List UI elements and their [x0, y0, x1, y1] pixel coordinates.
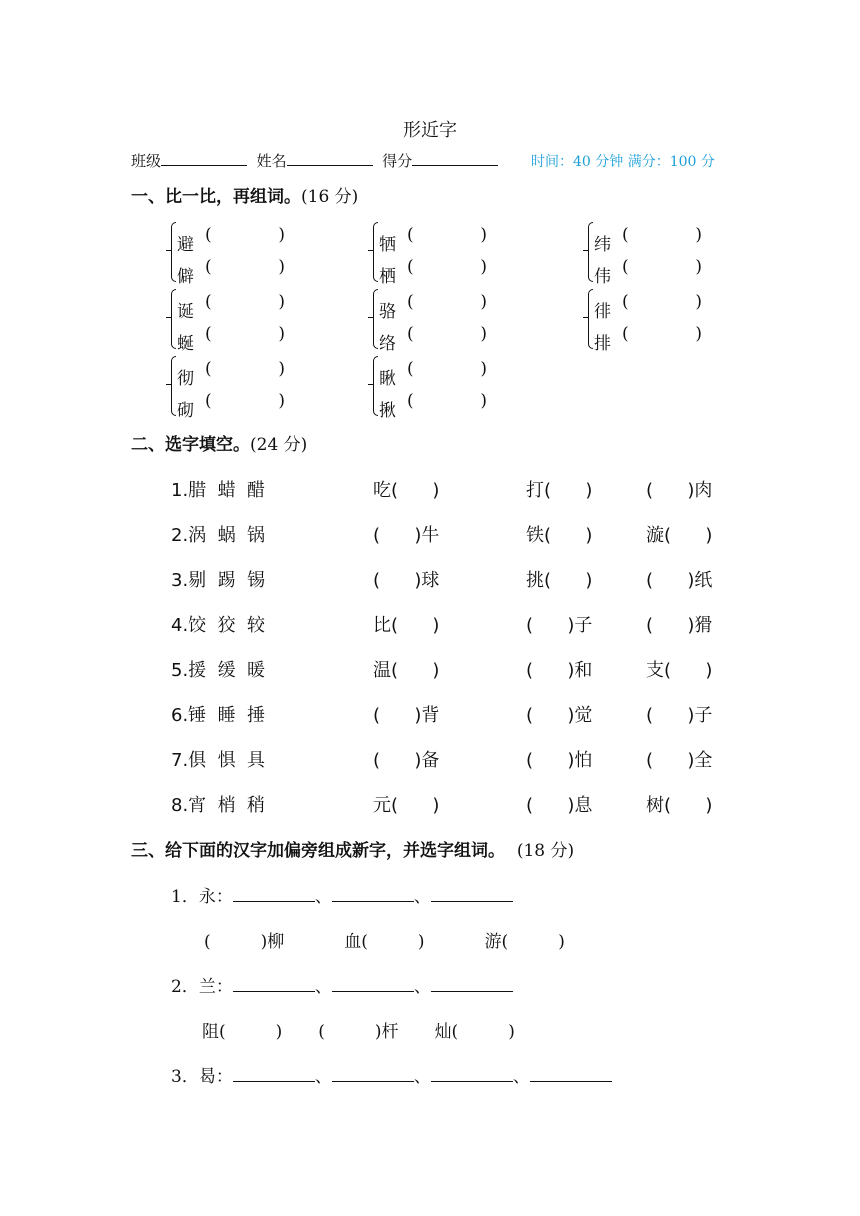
brace-icon — [171, 289, 176, 349]
sep: 、 — [512, 1067, 530, 1087]
pair-char: 伟 — [594, 267, 611, 287]
fill-item-a[interactable]: ( )背 — [373, 705, 440, 726]
q1-label: 1．永： — [171, 887, 233, 907]
close-paren: ) — [695, 225, 702, 245]
section2-heading — [131, 430, 307, 455]
pair-char: 瞅 — [379, 369, 396, 389]
open-paren: ( — [407, 225, 414, 245]
close-paren: ) — [480, 359, 487, 379]
close-paren: ) — [480, 257, 487, 277]
q3-line — [171, 1062, 612, 1087]
q2-word-3a: 灿( — [434, 1022, 459, 1042]
q3-label: 3．曷： — [171, 1067, 233, 1087]
pair-char: 徘 — [594, 302, 611, 322]
fill-label: 7.俱 惧 具 — [171, 750, 266, 771]
q3-blank-4[interactable] — [530, 1065, 612, 1082]
answer-parens[interactable] — [622, 287, 702, 317]
close-paren: ) — [278, 359, 285, 379]
q1-blank-3[interactable] — [431, 885, 513, 902]
q2-blank-1[interactable] — [233, 975, 315, 992]
pair-row — [379, 252, 487, 287]
answer-parens[interactable] — [622, 319, 702, 349]
brace-icon — [588, 222, 593, 282]
pair-char: 纬 — [594, 235, 611, 255]
q1-word-2b: ) — [417, 932, 425, 952]
close-paren: ) — [480, 391, 487, 411]
pair-row — [594, 287, 702, 322]
pair-row — [177, 319, 285, 354]
answer-parens[interactable] — [205, 287, 285, 317]
sep: 、 — [314, 887, 332, 907]
pair-char: 牺 — [379, 235, 396, 255]
q2-words — [202, 1017, 515, 1042]
open-paren: ( — [205, 324, 212, 344]
pair-char: 络 — [379, 334, 396, 354]
open-paren: ( — [407, 292, 414, 312]
fill-label: 2.涡 蜗 锅 — [171, 525, 266, 546]
pair-row — [594, 252, 702, 287]
q1-blank-1[interactable] — [233, 885, 315, 902]
q3-blank-3[interactable] — [431, 1065, 513, 1082]
answer-parens[interactable] — [205, 252, 285, 282]
fill-item-a[interactable]: 比( ) — [373, 615, 440, 636]
pair-row — [594, 220, 702, 255]
fill-label: 3.剔 踢 锡 — [171, 570, 266, 591]
q2-blank-3[interactable] — [431, 975, 513, 992]
fill-item-b[interactable]: ( )息 — [526, 795, 593, 816]
student-info — [131, 150, 498, 171]
open-paren: ( — [407, 324, 414, 344]
char-pair — [373, 287, 513, 354]
pair-row — [379, 319, 487, 354]
fill-item-c[interactable]: ( )全 — [646, 750, 713, 771]
time-info: 时间：40 分钟 满分：100 分 — [531, 154, 715, 170]
fill-item-c[interactable]: 树( ) — [646, 795, 713, 816]
fill-item-b[interactable]: ( )和 — [526, 660, 593, 681]
char-pair — [171, 354, 311, 421]
fill-item-a[interactable]: 温( ) — [373, 660, 440, 681]
pair-row — [177, 386, 285, 421]
answer-parens[interactable] — [407, 252, 487, 282]
close-paren: ) — [278, 391, 285, 411]
section3-heading — [131, 836, 574, 861]
answer-parens[interactable] — [622, 252, 702, 282]
q1-blank-2[interactable] — [332, 885, 414, 902]
sep: 、 — [314, 977, 332, 997]
answer-parens[interactable] — [407, 319, 487, 349]
close-paren: ) — [480, 292, 487, 312]
brace-icon — [373, 289, 378, 349]
q2-word-1a: 阻( — [202, 1022, 226, 1042]
pair-row — [379, 386, 487, 421]
pair-row — [594, 319, 702, 354]
fill-item-a[interactable]: 吃( ) — [373, 480, 440, 501]
score-label: 得分 — [382, 152, 413, 170]
q2-word-1b: ) — [275, 1022, 283, 1042]
answer-parens[interactable] — [205, 319, 285, 349]
section2-points: (24 分) — [250, 435, 308, 455]
score-blank[interactable] — [412, 151, 498, 166]
answer-parens[interactable] — [407, 220, 487, 250]
q1-word-open: ( — [204, 932, 211, 952]
close-paren: ) — [480, 324, 487, 344]
pair-char: 僻 — [177, 267, 194, 287]
pair-char: 排 — [594, 334, 611, 354]
open-paren: ( — [205, 225, 212, 245]
pair-char: 避 — [177, 235, 194, 255]
sep: 、 — [413, 977, 431, 997]
brace-icon — [171, 222, 176, 282]
q2-word-2a: ( — [318, 1022, 325, 1042]
q1-word-2a: 血( — [344, 932, 368, 952]
answer-parens[interactable] — [205, 220, 285, 250]
section3-title: 三、给下面的汉字加偏旁组成新字，并选字组词。 — [131, 841, 505, 861]
open-paren: ( — [407, 257, 414, 277]
q1-word-3a: 游( — [484, 932, 509, 952]
open-paren: ( — [622, 324, 629, 344]
brace-icon — [171, 356, 176, 416]
fill-label: 5.援 缓 暖 — [171, 660, 266, 681]
class-blank[interactable] — [161, 151, 247, 166]
q2-label: 2．兰： — [171, 977, 233, 997]
pair-row — [177, 354, 285, 389]
fill-item-c[interactable]: ( )纸 — [646, 570, 713, 591]
fill-item-b[interactable]: 挑( ) — [526, 570, 593, 591]
fill-item-b[interactable]: ( )觉 — [526, 705, 593, 726]
q1-words — [204, 927, 565, 952]
class-label: 班级 — [131, 152, 162, 170]
page-title: 形近字 — [403, 120, 457, 141]
q2-word-2b: )杆 — [374, 1022, 399, 1042]
section1-title: 一、比一比，再组词。 — [131, 187, 301, 207]
fill-label: 4.饺 狡 较 — [171, 615, 266, 636]
q2-blank-2[interactable] — [332, 975, 414, 992]
brace-icon — [373, 222, 378, 282]
pair-row — [379, 220, 487, 255]
fill-item-b[interactable]: ( )怕 — [526, 750, 593, 771]
open-paren: ( — [205, 359, 212, 379]
answer-parens[interactable] — [622, 220, 702, 250]
open-paren: ( — [407, 359, 414, 379]
open-paren: ( — [622, 257, 629, 277]
pair-char: 蜒 — [177, 334, 194, 354]
fill-item-b[interactable]: 铁( ) — [526, 525, 593, 546]
close-paren: ) — [695, 324, 702, 344]
fill-label: 1.腊 蜡 醋 — [171, 480, 266, 501]
pair-char: 栖 — [379, 267, 396, 287]
section1-heading — [131, 182, 358, 207]
pair-row — [177, 252, 285, 287]
pair-char: 诞 — [177, 302, 194, 322]
char-pair — [588, 287, 728, 354]
name-blank[interactable] — [287, 151, 373, 166]
open-paren: ( — [407, 391, 414, 411]
pair-char: 彻 — [177, 369, 194, 389]
fill-item-c[interactable]: ( )猾 — [646, 615, 713, 636]
fill-label: 8.宵 梢 稍 — [171, 795, 266, 816]
section1-points: (16 分) — [301, 187, 359, 207]
pair-char: 砌 — [177, 401, 194, 421]
close-paren: ) — [695, 257, 702, 277]
open-paren: ( — [622, 225, 629, 245]
q2-line — [171, 972, 513, 997]
close-paren: ) — [278, 292, 285, 312]
open-paren: ( — [622, 292, 629, 312]
pair-row — [379, 354, 487, 389]
answer-parens[interactable] — [407, 354, 487, 384]
q1-line — [171, 882, 513, 907]
pair-row — [177, 220, 285, 255]
open-paren: ( — [205, 257, 212, 277]
pair-char: 骆 — [379, 302, 396, 322]
fill-item-a[interactable]: ( )备 — [373, 750, 440, 771]
close-paren: ) — [695, 292, 702, 312]
fill-item-a[interactable]: 元( ) — [373, 795, 440, 816]
char-pair — [373, 354, 513, 421]
sep: 、 — [413, 1067, 431, 1087]
section2-title: 二、选字填空。 — [131, 435, 250, 455]
sep: 、 — [314, 1067, 332, 1087]
fill-item-b[interactable]: 打( ) — [526, 480, 593, 501]
pair-row — [177, 287, 285, 322]
q2-word-3b: ) — [508, 1022, 515, 1042]
char-pair — [171, 287, 311, 354]
close-paren: ) — [480, 225, 487, 245]
fill-item-c[interactable]: 漩( ) — [646, 525, 713, 546]
fill-item-a[interactable]: ( )球 — [373, 570, 440, 591]
char-pair — [588, 220, 728, 287]
sep: 、 — [413, 887, 431, 907]
brace-icon — [588, 289, 593, 349]
pair-row — [379, 287, 487, 322]
section3-points: (18 分) — [516, 841, 575, 861]
answer-parens[interactable] — [407, 386, 487, 416]
q3-blank-1[interactable] — [233, 1065, 315, 1082]
close-paren: ) — [278, 324, 285, 344]
q1-word-1: )柳 — [260, 932, 285, 952]
open-paren: ( — [205, 391, 212, 411]
fill-item-b[interactable]: ( )子 — [526, 615, 593, 636]
fill-item-c[interactable]: ( )子 — [646, 705, 713, 726]
q1-word-3b: ) — [558, 932, 565, 952]
char-pair — [373, 220, 513, 287]
fill-label: 6.锤 睡 捶 — [171, 705, 266, 726]
answer-parens[interactable] — [205, 386, 285, 416]
answer-parens[interactable] — [407, 287, 487, 317]
name-label: 姓名 — [256, 152, 287, 170]
pair-char: 揪 — [379, 401, 396, 421]
brace-icon — [373, 356, 378, 416]
open-paren: ( — [205, 292, 212, 312]
q3-blank-2[interactable] — [332, 1065, 414, 1082]
fill-item-c[interactable]: ( )肉 — [646, 480, 713, 501]
fill-item-a[interactable]: ( )牛 — [373, 525, 440, 546]
close-paren: ) — [278, 257, 285, 277]
char-pair — [171, 220, 311, 287]
answer-parens[interactable] — [205, 354, 285, 384]
close-paren: ) — [278, 225, 285, 245]
fill-item-c[interactable]: 支( ) — [646, 660, 713, 681]
